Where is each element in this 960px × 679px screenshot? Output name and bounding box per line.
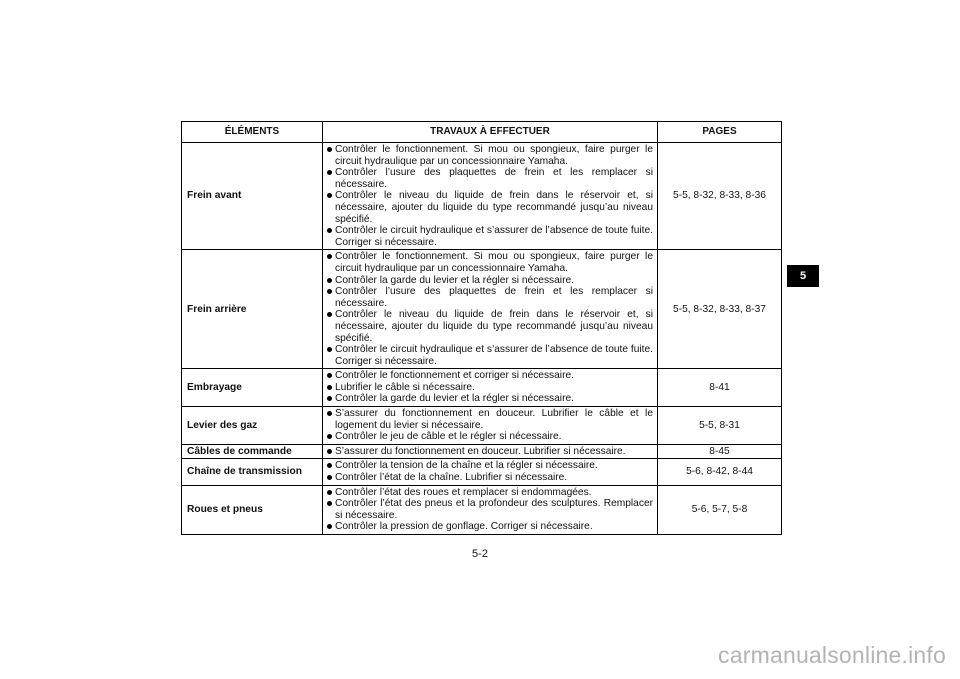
task-text: Contrôler l’usure des plaquettes de frein et les remplacer si nécessaire. <box>335 167 653 190</box>
task-text: Contrôler le fonctionnement. Si mou ou spongieux, faire purger le circuit hydraulique par un concessionnaire Yamaha. <box>335 144 653 167</box>
pages-cell: 5-5, 8-32, 8-33, 8-36 <box>658 143 782 250</box>
bullet-icon <box>327 228 332 233</box>
bullet-icon <box>327 475 332 480</box>
task-list <box>326 251 653 367</box>
element-cell: Levier des gaz <box>182 407 323 445</box>
task-text: Contrôler l’état des roues et remplacer si endommagées. <box>335 486 592 498</box>
bullet-icon <box>327 490 332 495</box>
pages-cell: 5-5, 8-32, 8-33, 8-37 <box>658 250 782 369</box>
task-text: Contrôler la garde du levier et la régler si nécessaire. <box>335 274 574 286</box>
element-cell: Chaîne de transmission <box>182 459 323 485</box>
task-list <box>326 460 653 483</box>
bullet-icon <box>327 434 332 439</box>
table-row <box>182 485 782 534</box>
task-list <box>326 446 653 458</box>
task-text: Contrôler la tension de la chaîne et la régler si nécessaire. <box>335 460 598 472</box>
table-row <box>182 407 782 445</box>
pages-cell: 8-45 <box>658 444 782 459</box>
task-text: Contrôler le fonctionnement et corriger si nécessaire. <box>335 370 574 382</box>
bullet-icon <box>327 312 332 317</box>
list-item <box>326 521 653 533</box>
tasks-cell <box>323 143 658 250</box>
element-cell: Frein arrière <box>182 250 323 369</box>
bullet-icon <box>327 289 332 294</box>
task-text: S’assurer du fonctionnement en douceur. Lubrifier si nécessaire. <box>335 445 626 457</box>
task-list <box>326 408 653 443</box>
list-item <box>326 167 653 190</box>
pages-cell: 5-5, 8-31 <box>658 407 782 445</box>
element-cell: Câbles de commande <box>182 444 323 459</box>
list-item <box>326 446 653 458</box>
bullet-icon <box>327 501 332 506</box>
tasks-cell <box>323 485 658 534</box>
list-item <box>326 487 653 499</box>
task-text: Lubrifier le câble si nécessaire. <box>335 381 475 393</box>
bullet-icon <box>327 396 332 401</box>
task-text: S’assurer du fonctionnement en douceur. Lubrifier le câble et le logement du levier si nécessaire. <box>335 408 653 431</box>
bullet-icon <box>327 254 332 259</box>
list-item <box>326 460 653 472</box>
header-pages: PAGES <box>658 122 782 143</box>
list-item <box>326 498 653 521</box>
page-number: 5-2 <box>472 548 488 560</box>
element-cell: Roues et pneus <box>182 485 323 534</box>
bullet-icon <box>327 449 332 454</box>
element-cell: Frein avant <box>182 143 323 250</box>
tasks-cell <box>323 250 658 369</box>
task-text: Contrôler l’état de la chaîne. Lubrifier si nécessaire. <box>335 472 568 484</box>
pages-cell: 8-41 <box>658 369 782 407</box>
bullet-icon <box>327 278 332 283</box>
list-item <box>326 431 653 443</box>
task-text: Contrôler le circuit hydraulique et s’assurer de l’absence de toute fuite. Corriger si nécessaire. <box>335 225 653 248</box>
header-tasks: TRAVAUX À EFFECTUER <box>323 122 658 143</box>
tasks-cell <box>323 459 658 485</box>
task-text: Contrôler la pression de gonflage. Corriger si nécessaire. <box>335 521 593 533</box>
table-row <box>182 369 782 407</box>
list-item <box>326 251 653 274</box>
list-item <box>326 382 653 394</box>
bullet-icon <box>327 347 332 352</box>
bullet-icon <box>327 411 332 416</box>
list-item <box>326 225 653 248</box>
bullet-icon <box>327 385 332 390</box>
tasks-cell <box>323 369 658 407</box>
bullet-icon <box>327 373 332 378</box>
bullet-icon <box>327 193 332 198</box>
task-text: Contrôler le niveau du liquide de frein dans le réservoir et, si nécessaire, ajouter du liquide du type recommandé jusqu’au niveau spécifié. <box>335 309 653 344</box>
bullet-icon <box>327 463 332 468</box>
bullet-icon <box>327 524 332 529</box>
list-item <box>326 408 653 431</box>
task-text: Contrôler la garde du levier et la régler si nécessaire. <box>335 393 574 405</box>
list-item <box>326 286 653 309</box>
tasks-cell <box>323 407 658 445</box>
table-row <box>182 250 782 369</box>
pages-cell: 5-6, 8-42, 8-44 <box>658 459 782 485</box>
table-header-row <box>182 122 782 143</box>
table-row <box>182 143 782 250</box>
task-text: Contrôler le jeu de câble et le régler si nécessaire. <box>335 431 562 443</box>
list-item <box>326 393 653 405</box>
task-list <box>326 370 653 405</box>
maintenance-table <box>181 121 782 535</box>
chapter-tab: 5 <box>787 265 819 287</box>
list-item <box>326 472 653 484</box>
tasks-cell <box>323 444 658 459</box>
table-row <box>182 459 782 485</box>
task-text: Contrôler le niveau du liquide de frein dans le réservoir et, si nécessaire, ajouter du liquide du type recommandé jusqu’au niveau spécifié. <box>335 190 653 225</box>
bullet-icon <box>327 147 332 152</box>
pages-cell: 5-6, 5-7, 5-8 <box>658 485 782 534</box>
task-text: Contrôler le fonctionnement. Si mou ou spongieux, faire purger le circuit hydraulique par un concessionnaire Yamaha. <box>335 251 653 274</box>
task-text: Contrôler le circuit hydraulique et s’assurer de l’absence de toute fuite. Corriger si nécessaire. <box>335 344 653 367</box>
bullet-icon <box>327 170 332 175</box>
element-cell: Embrayage <box>182 369 323 407</box>
list-item <box>326 344 653 367</box>
header-elements: ÉLÉMENTS <box>182 122 323 143</box>
watermark: carmanualsonline.info <box>718 642 946 668</box>
list-item <box>326 370 653 382</box>
list-item <box>326 309 653 344</box>
list-item <box>326 190 653 225</box>
table-row <box>182 444 782 459</box>
table-body <box>182 143 782 535</box>
task-text: Contrôler l’usure des plaquettes de frein et les remplacer si nécessaire. <box>335 286 653 309</box>
list-item <box>326 275 653 287</box>
list-item <box>326 144 653 167</box>
task-list <box>326 144 653 248</box>
task-text: Contrôler l’état des pneus et la profondeur des sculptures. Remplacer si nécessaire. <box>335 498 653 521</box>
task-list <box>326 487 653 533</box>
